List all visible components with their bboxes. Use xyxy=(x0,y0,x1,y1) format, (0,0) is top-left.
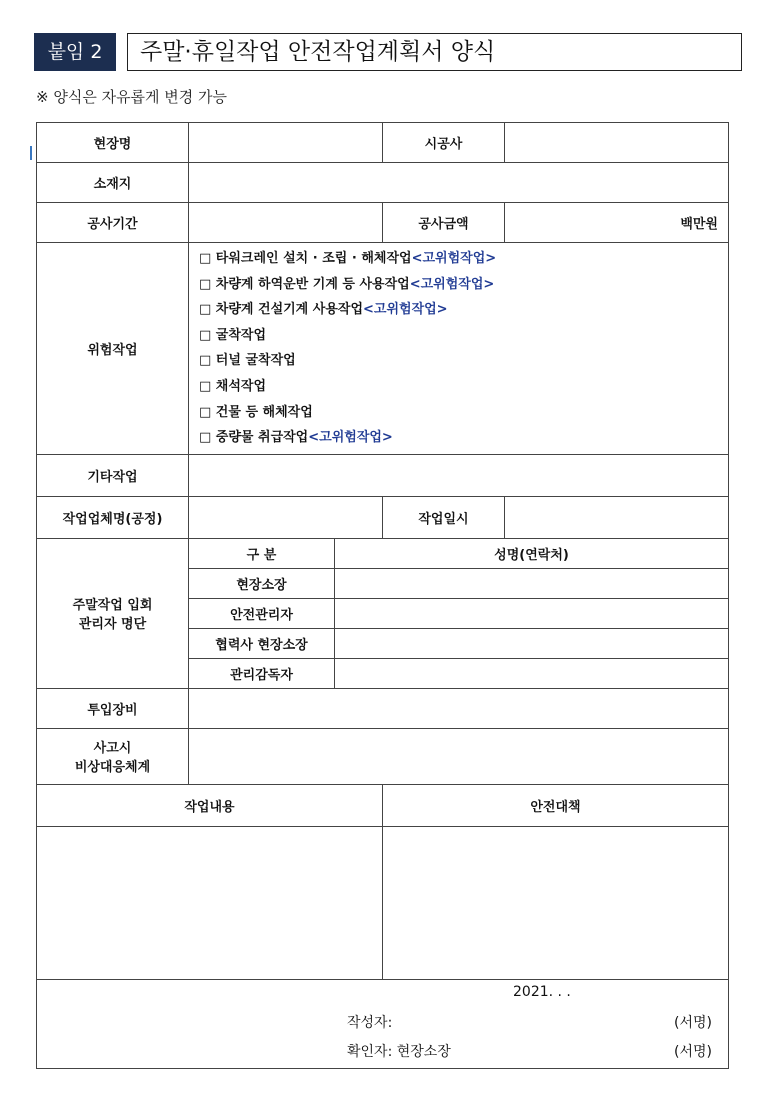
period-field[interactable] xyxy=(189,203,383,243)
safety-plan-form xyxy=(36,122,729,1069)
period-label: 공사기간 xyxy=(37,203,189,243)
hazard-item[interactable]: □ 차량계 하역운반 기계 등 사용작업<고위험작업> xyxy=(199,276,495,292)
work-content-field[interactable] xyxy=(37,826,383,979)
manager-role: 협력사 현장소장 xyxy=(189,628,335,658)
signature-section xyxy=(37,979,729,1068)
hazard-work-list xyxy=(189,243,729,455)
confirmer-signature[interactable]: (서명) xyxy=(674,1044,712,1061)
amount-unit: 백만원 xyxy=(680,217,718,232)
amount-field[interactable] xyxy=(505,203,729,243)
safety-measures-header: 안전대책 xyxy=(383,784,729,826)
work-date-label: 작업일시 xyxy=(383,496,505,538)
manager-role: 관리감독자 xyxy=(189,658,335,688)
site-name-field[interactable] xyxy=(189,123,383,163)
other-work-field[interactable] xyxy=(189,454,729,496)
manager-name-field[interactable] xyxy=(335,658,729,688)
hazard-item[interactable]: □ 터널 굴착작업 xyxy=(199,353,296,369)
other-work-label: 기타작업 xyxy=(37,454,189,496)
hazard-item[interactable]: □ 차량계 건설기계 사용작업<고위험작업> xyxy=(199,302,448,318)
hazard-item[interactable]: □ 채석작업 xyxy=(199,378,267,394)
manager-role: 안전관리자 xyxy=(189,598,335,628)
amount-label: 공사금액 xyxy=(383,203,505,243)
manager-name-field[interactable] xyxy=(335,598,729,628)
document-header xyxy=(34,33,730,71)
contractor-field[interactable] xyxy=(505,123,729,163)
manager-name-field[interactable] xyxy=(335,568,729,598)
site-name-label: 현장명 xyxy=(37,123,189,163)
emergency-label: 사고시 비상대응체계 xyxy=(37,728,189,784)
margin-marker xyxy=(30,146,32,160)
manager-name-field[interactable] xyxy=(335,628,729,658)
writer-signature[interactable]: (서명) xyxy=(674,1015,712,1032)
manager-role: 현장소장 xyxy=(189,568,335,598)
date-line[interactable]: 2021. . . xyxy=(513,984,571,1001)
hazard-item[interactable]: □ 타워크레인 설치 · 조립 · 해체작업<고위험작업> xyxy=(199,251,497,266)
safety-measures-field[interactable] xyxy=(383,826,729,979)
confirmer-label: 확인자: 현장소장 xyxy=(347,1044,451,1061)
hazard-item[interactable]: □ 중량물 취급작업<고위험작업> xyxy=(199,430,393,446)
work-content-header: 작업내용 xyxy=(37,784,383,826)
equipment-field[interactable] xyxy=(189,688,729,728)
hazard-item[interactable]: □ 건물 등 해체작업 xyxy=(199,404,313,420)
manager-list-label: 주말작업 입회 관리자 명단 xyxy=(37,538,189,688)
location-field[interactable] xyxy=(189,163,729,203)
work-date-field[interactable] xyxy=(505,496,729,538)
format-note: ※ 양식은 자유롭게 변경 가능 xyxy=(36,88,228,106)
location-label: 소재지 xyxy=(37,163,189,203)
hazard-item[interactable]: □ 굴착작업 xyxy=(199,327,267,343)
document-title: 주말·휴일작업 안전작업계획서 양식 xyxy=(127,33,742,71)
attachment-badge: 붙임 2 xyxy=(34,33,116,71)
contractor-label: 시공사 xyxy=(383,123,505,163)
work-name-label: 작업업체명(공정) xyxy=(37,496,189,538)
work-name-field[interactable] xyxy=(189,496,383,538)
manager-category-header: 구 분 xyxy=(189,538,335,568)
emergency-field[interactable] xyxy=(189,728,729,784)
equipment-label: 투입장비 xyxy=(37,688,189,728)
writer-label: 작성자: xyxy=(347,1015,393,1032)
hazard-work-label: 위험작업 xyxy=(37,243,189,455)
manager-name-header: 성명(연락처) xyxy=(335,538,729,568)
